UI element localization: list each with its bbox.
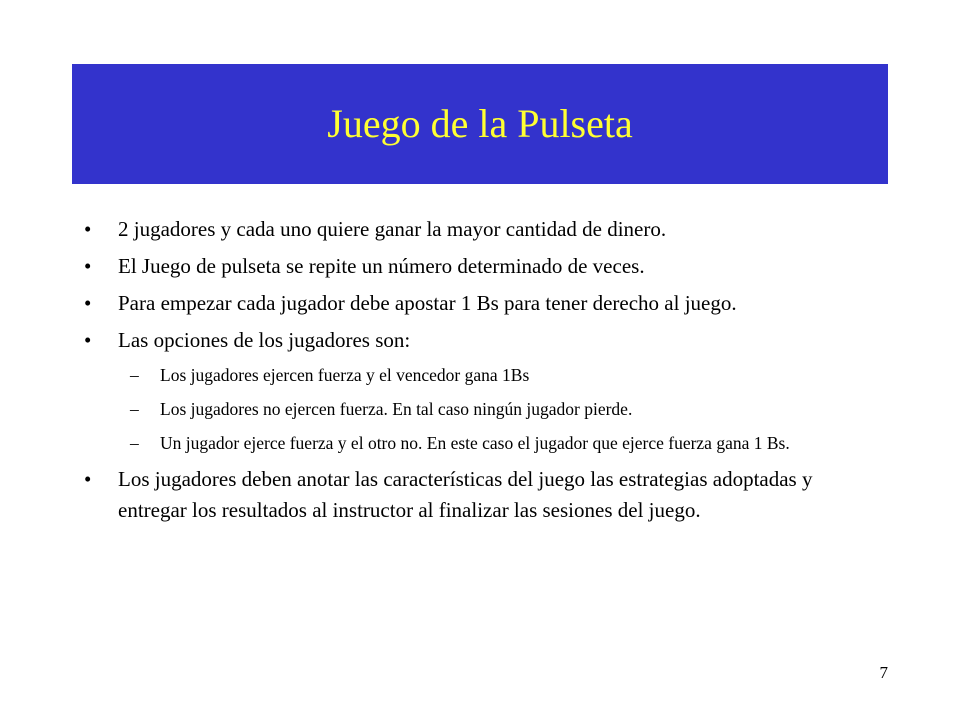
slide-title: Juego de la Pulseta xyxy=(327,101,633,146)
sub-bullet-item: – Los jugadores ejercen fuerza y el vencedor gana 1Bs xyxy=(82,362,882,388)
bullet-item: • Las opciones de los jugadores son: xyxy=(82,325,882,356)
page-number: 7 xyxy=(879,663,888,682)
bullet-item: • 2 jugadores y cada uno quiere ganar la mayor cantidad de dinero. xyxy=(82,214,882,245)
slide-content xyxy=(82,214,882,532)
sub-bullet-item: – Los jugadores no ejercen fuerza. En tal caso ningún jugador pierde. xyxy=(82,396,882,422)
sub-bullet-item: – Un jugador ejerce fuerza y el otro no. En este caso el jugador que ejerce fuerza gana 1 Bs. xyxy=(82,430,882,456)
bullet-item: • Para empezar cada jugador debe apostar 1 Bs para tener derecho al juego. xyxy=(82,288,882,319)
title-banner xyxy=(72,64,888,184)
bullet-item: • Los jugadores deben anotar las características del juego las estrategias adoptadas y entregar los resultados al instructor al finalizar las sesiones del juego. xyxy=(82,464,882,526)
sub-bullet-list xyxy=(82,362,882,456)
bullet-item: • El Juego de pulseta se repite un número determinado de veces. xyxy=(82,251,882,282)
